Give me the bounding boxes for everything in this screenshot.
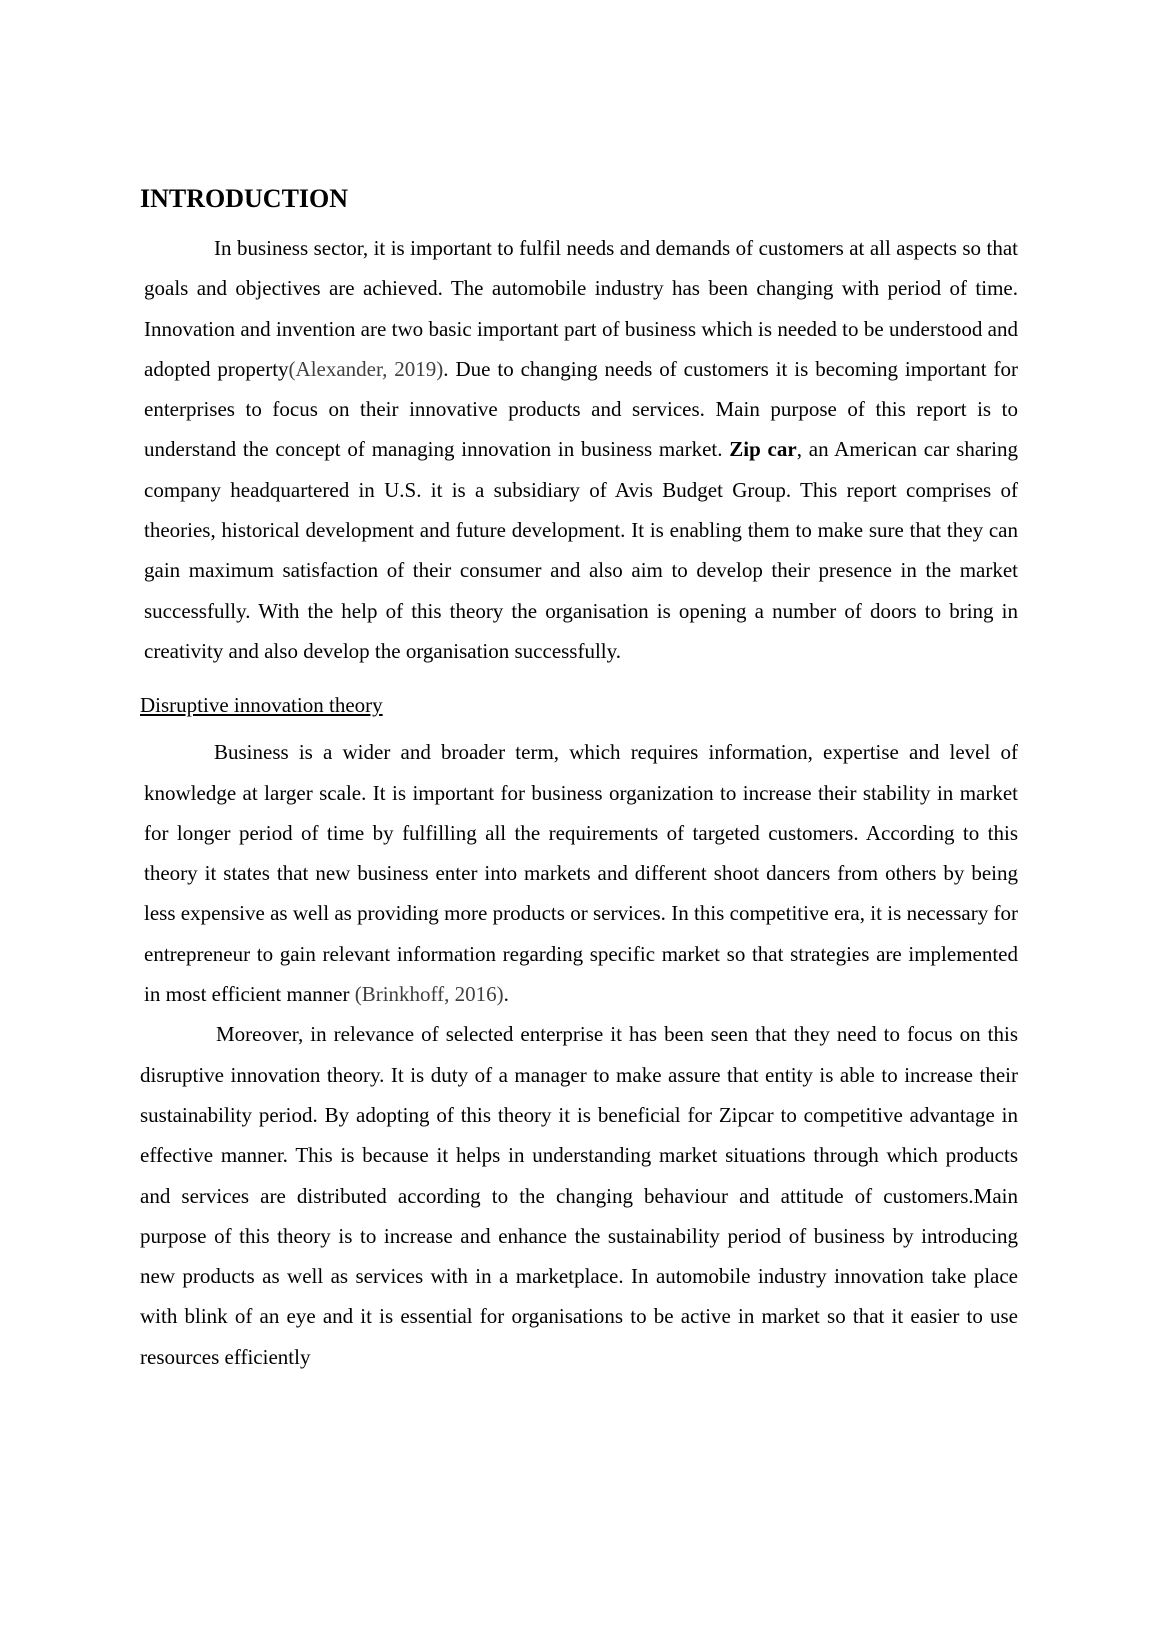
document-body [140, 184, 1018, 1377]
citation-alexander: (Alexander, 2019) [288, 356, 444, 381]
company-name-bold: Zip car [729, 437, 797, 462]
intro-text-2: . Due to changing needs of customers it is becoming important for enterprises to focus on their innovative products and services. Main purpose of this report is to understand the concept of managing innovation in business market. [144, 356, 1018, 462]
disruptive-text-2: . [503, 982, 509, 1007]
moreover-paragraph: Moreover, in relevance of selected enterprise it has been seen that they need to focus on this disruptive innovation theory. It is duty of a manager to make assure that entity is able to increase their sustainability period. By adopting of this theory it is beneficial for Zipcar to competitive advantage in effective manner. This is because it helps in understanding market situations through which products and services are distributed according to the changing behaviour and attitude of customers.Main purpose of this theory is to increase and enhance the sustainability period of business by introducing new products as well as services with in a marketplace. In automobile industry innovation take place with blink of an eye and it is essential for organisations to be active in market so that it easier to use resources efficiently [140, 1022, 1018, 1369]
disruptive-text-1: Business is a wider and broader term, which requires information, expertise and level of knowledge at larger scale. It is important for business organization to increase their stability in market for longer period of time by fulfilling all the requirements of targeted customers. According to this theory it states that new business enter into markets and different shoot dancers from others by being less expensive as well as providing more products or services. In this competitive era, it is necessary for entrepreneur to gain relevant information regarding specific market so that strategies are implemented in most efficient manner [144, 740, 1018, 1007]
introduction-paragraph [140, 228, 1018, 671]
section-heading-introduction: INTRODUCTION [140, 184, 349, 213]
intro-text-3: , an American car sharing company headquartered in U.S. it is a subsidiary of Avis Budget Group. This report comprises of theories, historical development and future development. It is enabling them to make sure that they can gain maximum satisfaction of their consumer and also aim to develop their presence in the market successfully. With the help of this theory the organisation is opening a number of doors to bring in creativity and also develop the organisation successfully. [144, 437, 1018, 663]
intro-text-1: In business sector, it is important to fulfil needs and demands of customers at all aspects so that goals and objectives are achieved. The automobile industry has been changing with period of time. Innovation and invention are two basic important part of business which is needed to be understood and adopted property [144, 236, 1018, 381]
subheading-disruptive-innovation: Disruptive innovation theory [140, 693, 383, 718]
disruptive-paragraph [140, 732, 1018, 1014]
citation-brinkhoff: (Brinkhoff, 2016) [354, 982, 504, 1007]
